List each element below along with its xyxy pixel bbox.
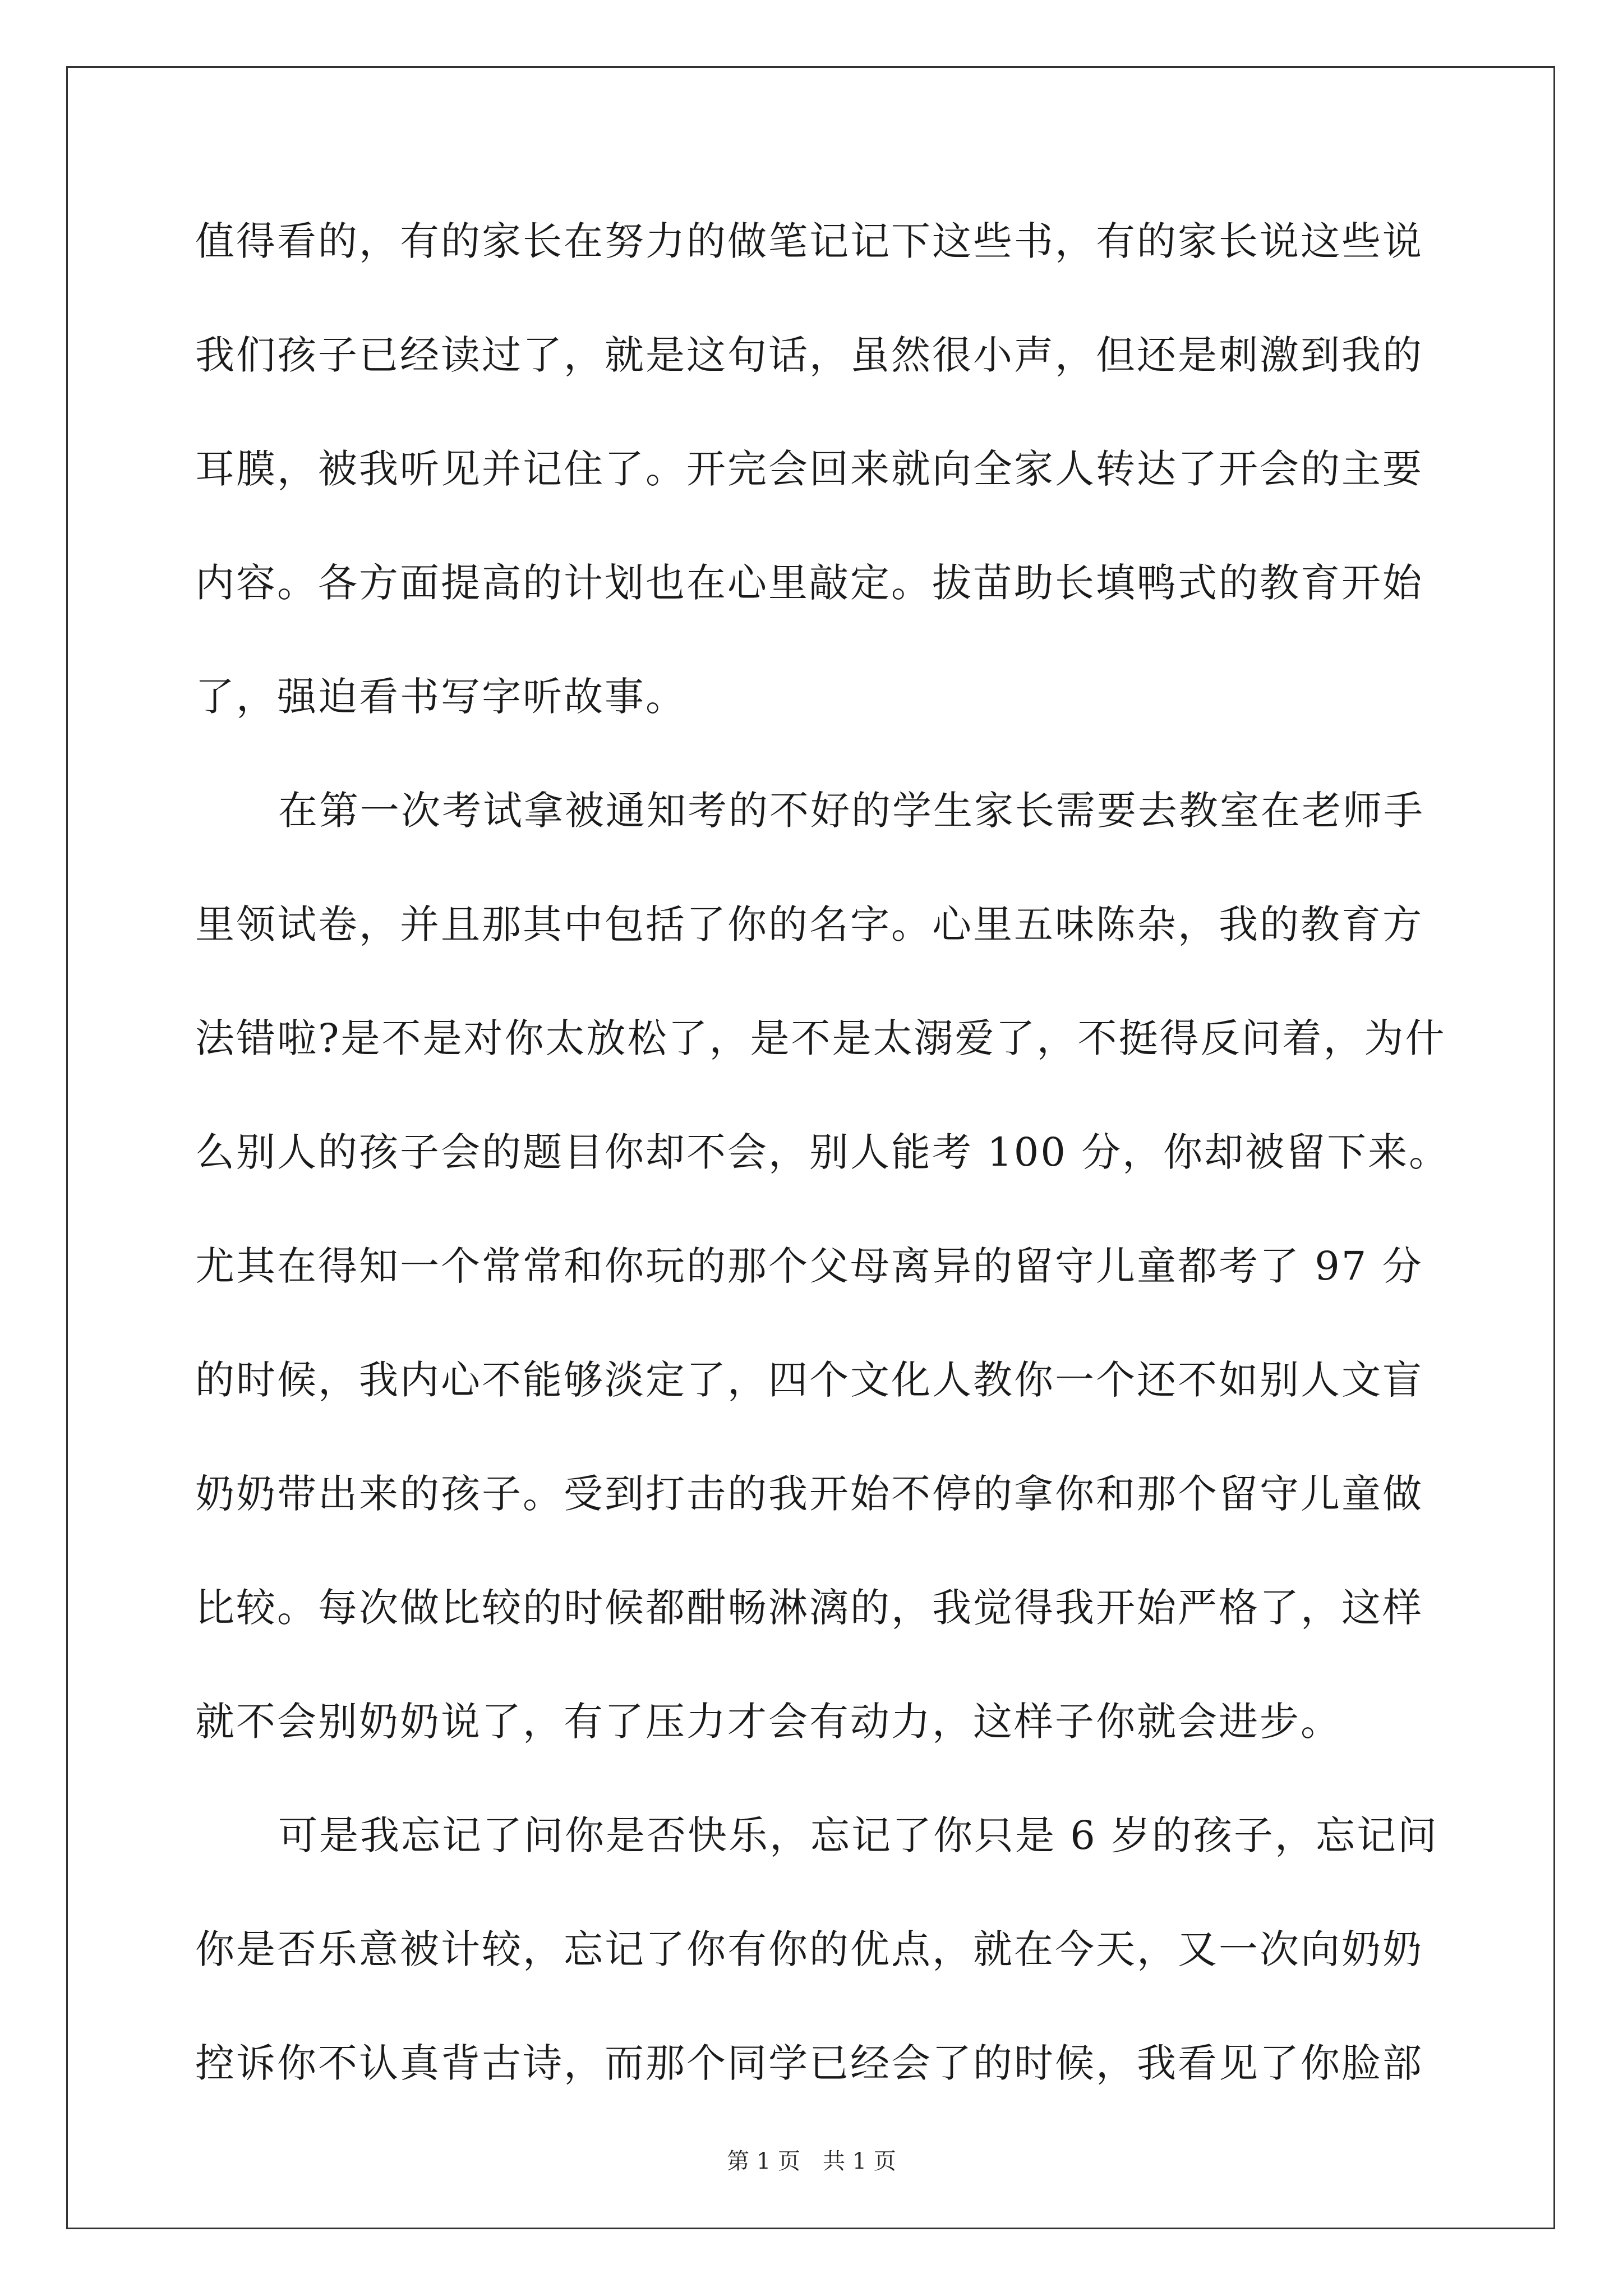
text-line: 耳膜，被我听见并记住了。开完会回来就向全家人转达了开会的主要	[195, 446, 1423, 492]
text-line: 的时候，我内心不能够淡定了，四个文化人教你一个还不如别人文盲	[195, 1357, 1423, 1403]
document-body	[195, 213, 1450, 2149]
text-line: 值得看的，有的家长在努力的做笔记记下这些书，有的家长说这些说	[195, 218, 1423, 264]
text-line: 么别人的孩子会的题目你却不会，别人能考 100 分，你却被留下来。	[195, 1129, 1450, 1175]
text-line: 尤其在得知一个常常和你玩的那个父母离异的留守儿童都考了 97 分	[195, 1243, 1423, 1289]
text-line: 就不会别奶奶说了，有了压力才会有动力，这样子你就会进步。	[195, 1699, 1341, 1745]
text-line: 比较。每次做比较的时候都酣畅淋漓的，我觉得我开始严格了，这样	[195, 1585, 1423, 1631]
text-line: 法错啦?是不是对你太放松了，是不是太溺爱了，不挺得反问着，为什	[195, 1015, 1446, 1061]
text-line: 内容。各方面提高的计划也在心里敲定。拔苗助长填鸭式的教育开始	[195, 560, 1423, 606]
text-line: 了，强迫看书写字听故事。	[195, 674, 686, 720]
text-line: 里领试卷，并且那其中包括了你的名字。心里五味陈杂，我的教育方	[195, 901, 1423, 947]
text-line: 你是否乐意被计较，忘记了你有你的优点，就在今天，又一次向奶奶	[195, 1926, 1423, 1972]
paragraph-first-line: 可是我忘记了问你是否快乐，忘记了你只是 6 岁的孩子，忘记问	[278, 1812, 1439, 1858]
text-line: 控诉你不认真背古诗，而那个同学已经会了的时候，我看见了你脸部	[195, 2040, 1423, 2086]
paragraph-first-line: 在第一次考试拿被通知考的不好的学生家长需要去教室在老师手	[278, 788, 1424, 834]
text-line: 我们孩子已经读过了，就是这句话，虽然很小声，但还是刺激到我的	[195, 332, 1423, 378]
page-number-footer: 第 1 页 共 1 页	[727, 2148, 896, 2174]
text-line: 奶奶带出来的孩子。受到打击的我开始不停的拿你和那个留守儿童做	[195, 1471, 1423, 1517]
